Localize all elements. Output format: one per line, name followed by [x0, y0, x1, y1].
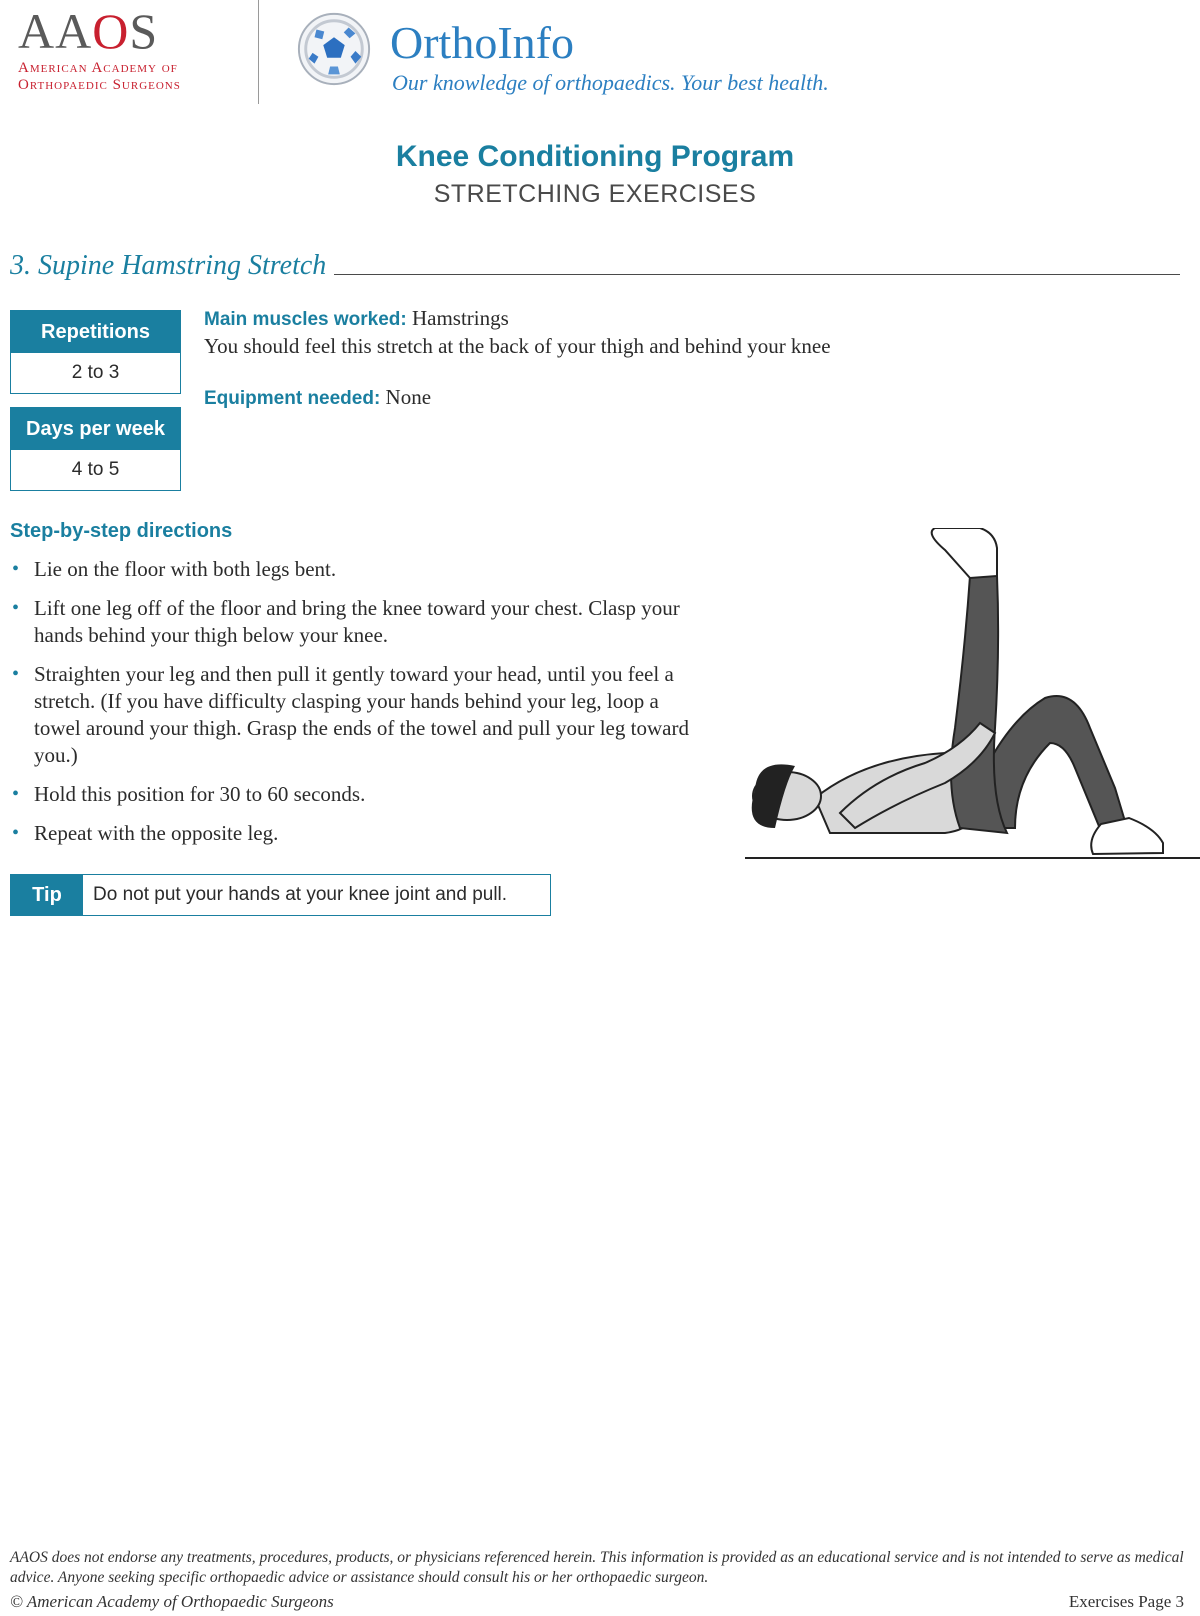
bullet-icon: •: [12, 558, 20, 580]
tip-box: [10, 874, 551, 916]
orthoinfo-title: OrthoInfo: [390, 17, 574, 68]
disclaimer: AAOS does not endorse any treatments, procedures, products, or physicians referenced herein. This information is provided as an educational service and is not intended to serve as medical advice. Anyone seeking specific orthopaedic advice or assistance should consult his or her orthopaedic surgeon.: [10, 1549, 1184, 1586]
section-heading: [10, 250, 1180, 282]
supine-hamstring-stretch-illustration: [745, 528, 1200, 868]
bullet-icon: •: [12, 783, 20, 805]
bullet-icon: •: [12, 597, 20, 619]
list-item: • Lift one leg off of the floor and bring the knee toward your chest. Clasp your hands behind your thigh below your knee.: [12, 596, 680, 647]
bullet-icon: •: [12, 663, 20, 685]
repetitions-value: 2 to 3: [71, 362, 120, 383]
equipment-info: [204, 384, 431, 412]
list-item: • Repeat with the opposite leg.: [12, 821, 279, 845]
section-heading-rule: [334, 274, 1180, 275]
equipment-value: None: [385, 385, 432, 409]
list-item: • Lie on the floor with both legs bent.: [12, 557, 337, 581]
orthoinfo-ball-icon: [295, 10, 373, 88]
muscles-value: Hamstrings: [411, 306, 509, 330]
days-per-week-label: Days per week: [11, 408, 180, 450]
equipment-label: Equipment needed:: [204, 388, 381, 409]
page-section-label: Exercises: [1068, 1592, 1134, 1611]
bullet-icon: •: [12, 822, 20, 844]
days-per-week-box: [10, 407, 181, 491]
page-number-value: Page 3: [1138, 1592, 1184, 1611]
repetitions-box: [10, 310, 181, 394]
tip-label: Tip: [11, 875, 83, 915]
section-heading-text: 3. Supine Hamstring Stretch: [10, 250, 327, 281]
aaos-name-line1: American Academy of: [18, 60, 178, 76]
page-subtitle: STRETCHING EXERCISES: [433, 180, 757, 208]
list-item: • Hold this position for 30 to 60 seconds.: [12, 782, 366, 806]
repetitions-label: Repetitions: [11, 311, 180, 353]
tip-text: Do not put your hands at your knee joint and pull.: [93, 884, 508, 905]
copyright: © American Academy of Orthopaedic Surgeons: [10, 1592, 334, 1611]
muscles-label: Main muscles worked:: [204, 309, 407, 330]
header-divider: [258, 0, 259, 104]
list-item: • Straighten your leg and then pull it gently toward your head, until you feel a stretch. (If you have difficulty clasping your hands behind your leg, loop a towel around your thigh. Grasp the ends of the towel and pull your leg toward you.): [12, 662, 689, 767]
steps-heading: Step-by-step directions: [10, 520, 233, 542]
muscles-note: You should feel this stretch at the back of your thigh and behind your knee: [204, 334, 831, 358]
aaos-letters: AAOS: [18, 3, 159, 59]
orthoinfo-tagline: Our knowledge of orthopaedics. Your best health.: [392, 70, 829, 95]
muscles-info: [204, 305, 831, 360]
aaos-name-line2: Orthopaedic Surgeons: [18, 77, 181, 93]
days-per-week-value: 4 to 5: [71, 459, 120, 480]
page-title: Knee Conditioning Program: [395, 140, 795, 173]
steps-list: [10, 556, 710, 859]
aaos-logo: [18, 3, 233, 101]
page-number: [1069, 1592, 1184, 1612]
